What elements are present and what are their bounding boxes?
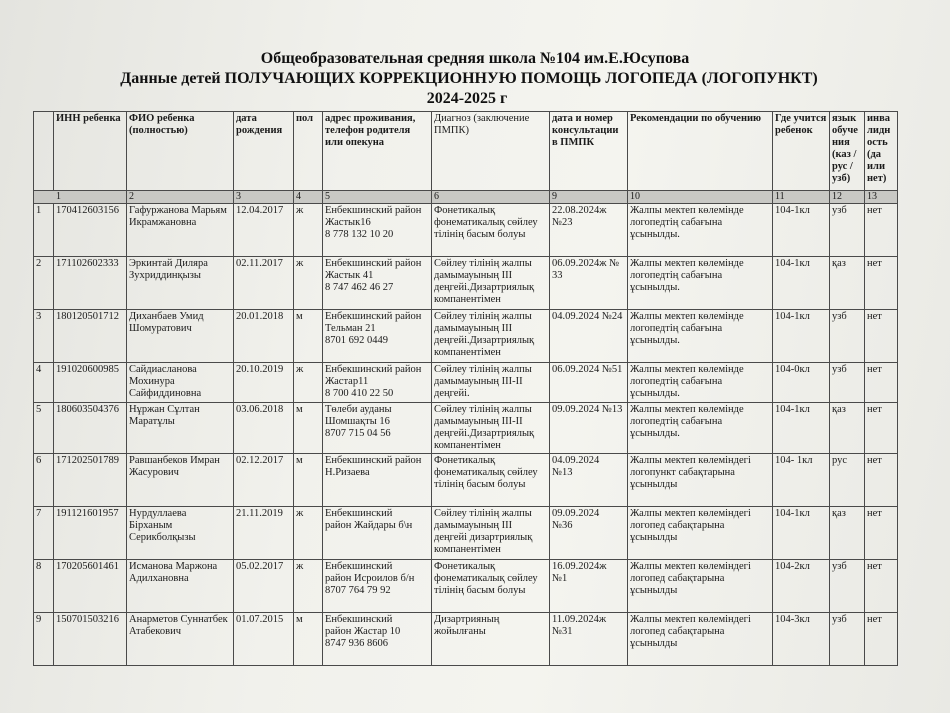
table-row [34, 454, 898, 507]
header-cell: Рекомендации по обучению [628, 112, 773, 191]
birth-date-cell: 02.12.2017 [234, 454, 294, 507]
row-number: 2 [34, 257, 54, 310]
address-cell [323, 257, 432, 310]
consultation-cell-line: 22.08.2024ж [552, 205, 607, 216]
report-title: Данные детей ПОЛУЧАЮЩИХ КОРРЕКЦИОННУЮ ПОМОЩЬ ЛОГОПЕДА (ЛОГОПУНКТ) [120, 70, 818, 87]
recommendation-cell-line: ұсынылды. [630, 335, 680, 346]
address-cell-line: район Жастар 10 [325, 626, 401, 637]
diagnosis-cell-line: Сөйлеу тілінің жалпы [434, 258, 532, 269]
class-cell: 104-1кл [773, 257, 830, 310]
class-cell: 104-1кл [773, 507, 830, 560]
consultation-cell [550, 363, 628, 403]
recommendation-cell-line: Жалпы мектеп көлеміндегі [630, 455, 751, 466]
address-cell-line: Н.Ризаева [325, 467, 370, 478]
diagnosis-cell [432, 507, 550, 560]
diagnosis-cell-line: Фонетикалық [434, 561, 496, 572]
address-cell-line: 8 778 132 10 20 [325, 229, 394, 240]
diagnosis-cell-line: дамымауының III [434, 270, 513, 281]
recommendation-cell-line: Жалпы мектеп көлемінде [630, 311, 744, 322]
row-number: 9 [34, 613, 54, 666]
consultation-cell [550, 507, 628, 560]
recommendation-cell-line: Жалпы мектеп көлемінде [630, 258, 744, 269]
consultation-cell [550, 204, 628, 257]
child-name-cell: Нурдуллаева Бірханым Серикболқызы [127, 507, 234, 560]
recommendation-cell-line: логопедтің сабағына [630, 376, 723, 387]
inn-cell: 191020600985 [54, 363, 127, 403]
row-number: 7 [34, 507, 54, 560]
disability-cell: нет [865, 403, 898, 454]
header-cell: инвалидность (да или нет) [865, 112, 898, 191]
address-cell-line: 8 700 410 22 50 [325, 388, 394, 399]
inn-cell: 170412603156 [54, 204, 127, 257]
address-cell-line: Енбекшинский район [325, 364, 422, 375]
diagnosis-cell-line: тілінің басым болуы [434, 479, 526, 490]
diagnosis-cell-line: деңгейі. [434, 388, 470, 399]
table-row [34, 560, 898, 613]
address-cell-line: Жастар11 [325, 376, 369, 387]
diagnosis-cell-line: Фонетикалық [434, 455, 496, 466]
header-cell: пол [294, 112, 323, 191]
school-year: 2024-2025 г [426, 90, 508, 107]
child-name-cell: Диханбаев Умид Шомуратович [127, 310, 234, 363]
sex-cell: ж [294, 560, 323, 613]
birth-date-cell: 20.01.2018 [234, 310, 294, 363]
address-cell-line: Төлеби ауданы [325, 404, 392, 415]
consultation-cell-line: №31 [552, 626, 573, 637]
table-row [34, 363, 898, 403]
child-name-cell: Нұржан Сұлтан Маратұлы [127, 403, 234, 454]
child-name-cell: Сайдиасланова Мохинура Сайфиддиновна [127, 363, 234, 403]
recommendation-cell [628, 403, 773, 454]
address-cell-line: Енбекшинский район [325, 311, 422, 322]
consultation-cell [550, 454, 628, 507]
diagnosis-cell [432, 454, 550, 507]
diagnosis-cell-line: дамымауының III [434, 520, 513, 531]
recommendation-cell-line: Жалпы мектеп көлеміндегі [630, 614, 751, 625]
school-title: Общеобразовательная средняя школа №104 им.Е.Юсупова [260, 50, 690, 67]
recommendation-cell-line: ұсынылды [630, 532, 678, 543]
class-cell: 104-1кл [773, 403, 830, 454]
class-cell: 104-3кл [773, 613, 830, 666]
birth-date-cell: 12.04.2017 [234, 204, 294, 257]
recommendation-cell-line: логопедтің сабағына [630, 270, 723, 281]
address-cell-line: 8707 715 04 56 [325, 428, 391, 439]
recommendation-cell-line: Жалпы мектеп көлемінде [630, 404, 744, 415]
recommendation-cell-line: ұсынылды. [630, 229, 680, 240]
recommendation-cell [628, 560, 773, 613]
address-cell-line: Енбекшинский [325, 561, 393, 572]
recommendation-cell-line: ұсынылды [630, 638, 678, 649]
address-cell-line: район Исроилов б/н [325, 573, 415, 584]
inn-cell: 180120501712 [54, 310, 127, 363]
inn-cell: 171202501789 [54, 454, 127, 507]
recommendation-cell [628, 257, 773, 310]
diagnosis-cell-line: жойылғаны [434, 626, 486, 637]
recommendation-cell-line: логопед сабақтарына [630, 626, 725, 637]
recommendation-cell-line: логопедтің сабағына [630, 217, 723, 228]
recommendation-cell-line: логопедтің сабағына [630, 416, 723, 427]
recommendation-cell-line: логопед сабақтарына [630, 573, 725, 584]
row-number: 5 [34, 403, 54, 454]
header-cell: Где учится ребенок [773, 112, 830, 191]
column-number: 6 [432, 191, 550, 204]
language-cell: қаз [830, 257, 865, 310]
column-number: 4 [294, 191, 323, 204]
diagnosis-cell-line: Сөйлеу тілінің жалпы [434, 404, 532, 415]
children-table [33, 111, 898, 666]
inn-cell: 180603504376 [54, 403, 127, 454]
diagnosis-cell-line: деңгейі.Дизартриялық [434, 335, 535, 346]
address-cell [323, 204, 432, 257]
address-cell-line: Енбекшинский [325, 508, 393, 519]
consultation-cell-line: 09.09.2024 №13 [552, 404, 623, 415]
header-row [34, 112, 898, 191]
consultation-cell-line: 11.09.2024ж [552, 614, 607, 625]
diagnosis-cell [432, 403, 550, 454]
birth-date-cell: 03.06.2018 [234, 403, 294, 454]
consultation-cell-line: №36 [552, 520, 573, 531]
header-cell: дата рождения [234, 112, 294, 191]
recommendation-cell [628, 363, 773, 403]
diagnosis-cell-line: деңгейі.Дизартриялық [434, 428, 535, 439]
diagnosis-cell-line: Сөйлеу тілінің жалпы [434, 364, 532, 375]
diagnosis-cell [432, 310, 550, 363]
recommendation-cell [628, 454, 773, 507]
language-cell: қаз [830, 507, 865, 560]
recommendation-cell-line: логопедтің сабағына [630, 323, 723, 334]
address-cell [323, 310, 432, 363]
diagnosis-cell-line: деңгейі дизартриялық [434, 532, 533, 543]
consultation-cell-line: 04.09.2024 [552, 455, 600, 466]
inn-cell: 170205601461 [54, 560, 127, 613]
child-name-cell: Гафуржанова Марьям Икрамжановна [127, 204, 234, 257]
sex-cell: ж [294, 507, 323, 560]
column-number: 10 [628, 191, 773, 204]
column-number: 5 [323, 191, 432, 204]
consultation-cell-line: 16.09.2024ж [552, 561, 607, 572]
child-name-cell: Анарметов Суннатбек Атабекович [127, 613, 234, 666]
diagnosis-cell-line: компанентімен [434, 544, 501, 555]
address-cell-line: Енбекшинский [325, 614, 393, 625]
column-number: 2 [127, 191, 234, 204]
recommendation-cell-line: ұсынылды. [630, 428, 680, 439]
address-cell-line: Енбекшинский район [325, 455, 422, 466]
consultation-cell-line: 06.09.2024ж № [552, 258, 620, 269]
recommendation-cell [628, 613, 773, 666]
table-row [34, 204, 898, 257]
address-cell-line: Жастык16 [325, 217, 371, 228]
class-cell: 104-2кл [773, 560, 830, 613]
inn-cell: 191121601957 [54, 507, 127, 560]
column-number: 9 [550, 191, 628, 204]
address-cell [323, 454, 432, 507]
disability-cell: нет [865, 507, 898, 560]
diagnosis-cell-line: компанентімен [434, 440, 501, 451]
diagnosis-cell-line: дамымауының III-II [434, 376, 523, 387]
recommendation-cell [628, 204, 773, 257]
disability-cell: нет [865, 310, 898, 363]
address-cell [323, 507, 432, 560]
class-cell: 104-1кл [773, 204, 830, 257]
row-number: 3 [34, 310, 54, 363]
header-cell: Диагноз (заключение ПМПК) [432, 112, 550, 191]
diagnosis-cell [432, 560, 550, 613]
sex-cell: ж [294, 257, 323, 310]
sex-cell: ж [294, 204, 323, 257]
recommendation-cell-line: ұсынылды [630, 585, 678, 596]
consultation-cell-line: 09.09.2024 [552, 508, 600, 519]
consultation-cell [550, 257, 628, 310]
recommendation-cell-line: Жалпы мектеп көлеміндегі [630, 508, 751, 519]
header-cell: адрес проживания, телефон родителя или опекуна [323, 112, 432, 191]
inn-cell: 171102602333 [54, 257, 127, 310]
disability-cell: нет [865, 363, 898, 403]
language-cell: узб [830, 613, 865, 666]
table-row [34, 403, 898, 454]
child-name-cell: Исманова Маржона Адилхановна [127, 560, 234, 613]
language-cell: рус [830, 454, 865, 507]
table-row [34, 257, 898, 310]
sex-cell: м [294, 454, 323, 507]
address-cell-line: Шомшақты 16 [325, 416, 390, 427]
inn-cell: 150701503216 [54, 613, 127, 666]
consultation-cell-line: 04.09.2024 №24 [552, 311, 623, 322]
recommendation-cell-line: логопед сабақтарына [630, 520, 725, 531]
birth-date-cell: 20.10.2019 [234, 363, 294, 403]
recommendation-cell-line: Жалпы мектеп көлемінде [630, 205, 744, 216]
disability-cell: нет [865, 613, 898, 666]
birth-date-cell: 01.07.2015 [234, 613, 294, 666]
recommendation-cell-line: ұсынылды [630, 479, 678, 490]
address-cell-line: 8747 936 8606 [325, 638, 388, 649]
language-cell: узб [830, 560, 865, 613]
birth-date-cell: 21.11.2019 [234, 507, 294, 560]
column-number: 12 [830, 191, 865, 204]
diagnosis-cell [432, 613, 550, 666]
address-cell [323, 363, 432, 403]
address-cell [323, 613, 432, 666]
recommendation-cell [628, 310, 773, 363]
row-number: 8 [34, 560, 54, 613]
address-cell-line: Енбекшинский район [325, 258, 422, 269]
recommendation-cell-line: ұсынылды. [630, 388, 680, 399]
consultation-cell-line: №1 [552, 573, 568, 584]
diagnosis-cell-line: Сөйлеу тілінің жалпы [434, 508, 532, 519]
diagnosis-cell-line: тілінің басым болуы [434, 229, 526, 240]
diagnosis-cell-line: Дизартрияның [434, 614, 500, 625]
diagnosis-cell-line: фонематикалық сөйлеу [434, 217, 538, 228]
diagnosis-cell [432, 257, 550, 310]
row-number: 1 [34, 204, 54, 257]
address-cell-line: Енбекшинский район [325, 205, 422, 216]
diagnosis-cell-line: компанентімен [434, 294, 501, 305]
header-cell [34, 112, 54, 191]
language-cell: узб [830, 363, 865, 403]
recommendation-cell-line: Жалпы мектеп көлеміндегі [630, 561, 751, 572]
birth-date-cell: 05.02.2017 [234, 560, 294, 613]
header-cell: ИНН ребенка [54, 112, 127, 191]
column-number: 11 [773, 191, 830, 204]
recommendation-cell-line: ұсынылды. [630, 282, 680, 293]
diagnosis-cell [432, 363, 550, 403]
class-cell: 104-1кл [773, 310, 830, 363]
disability-cell: нет [865, 204, 898, 257]
consultation-cell [550, 560, 628, 613]
table-row [34, 507, 898, 560]
column-number: 3 [234, 191, 294, 204]
disability-cell: нет [865, 454, 898, 507]
consultation-cell [550, 613, 628, 666]
row-number: 4 [34, 363, 54, 403]
diagnosis-cell-line: Фонетикалық [434, 205, 496, 216]
diagnosis-cell-line: деңгейі.Дизартриялық [434, 282, 535, 293]
birth-date-cell: 02.11.2017 [234, 257, 294, 310]
language-cell: қаз [830, 403, 865, 454]
row-number: 6 [34, 454, 54, 507]
diagnosis-cell-line: Сөйлеу тілінің жалпы [434, 311, 532, 322]
address-cell-line: Жастык 41 [325, 270, 374, 281]
sex-cell: м [294, 310, 323, 363]
recommendation-cell-line: Жалпы мектеп көлемінде [630, 364, 744, 375]
consultation-cell [550, 403, 628, 454]
column-number: 1 [34, 191, 127, 204]
address-cell-line: 8707 764 79 92 [325, 585, 391, 596]
diagnosis-cell [432, 204, 550, 257]
child-name-cell: Равшанбеков Имран Жасурович [127, 454, 234, 507]
recommendation-cell [628, 507, 773, 560]
language-cell: узб [830, 310, 865, 363]
diagnosis-cell-line: дамымауының III-II [434, 416, 523, 427]
address-cell [323, 403, 432, 454]
consultation-cell-line: №23 [552, 217, 573, 228]
sex-cell: м [294, 403, 323, 454]
address-cell-line: район Жайдары б\н [325, 520, 413, 531]
class-cell: 104- 1кл [773, 454, 830, 507]
address-cell-line: 8 747 462 46 27 [325, 282, 394, 293]
address-cell [323, 560, 432, 613]
language-cell: узб [830, 204, 865, 257]
header-cell: язык обучения (каз / рус / узб) [830, 112, 865, 191]
sex-cell: ж [294, 363, 323, 403]
table-row [34, 613, 898, 666]
disability-cell: нет [865, 257, 898, 310]
header-cell: дата и номер консультации в ПМПК [550, 112, 628, 191]
consultation-cell [550, 310, 628, 363]
recommendation-cell-line: логопункт сабақтарына [630, 467, 735, 478]
child-name-cell: Эркинтай Диляра Зухриддинқызы [127, 257, 234, 310]
header-cell: ФИО ребенка (полностью) [127, 112, 234, 191]
disability-cell: нет [865, 560, 898, 613]
diagnosis-cell-line: тілінің басым болуы [434, 585, 526, 596]
diagnosis-cell-line: дамымауының III [434, 323, 513, 334]
diagnosis-cell-line: компанентімен [434, 347, 501, 358]
address-cell-line: Тельман 21 [325, 323, 376, 334]
diagnosis-cell-line: фонематикалық сөйлеу [434, 467, 538, 478]
table-row [34, 310, 898, 363]
consultation-cell-line: 06.09.2024 №51 [552, 364, 623, 375]
consultation-cell-line: №13 [552, 467, 573, 478]
sex-cell: м [294, 613, 323, 666]
address-cell-line: 8701 692 0449 [325, 335, 388, 346]
column-number: 13 [865, 191, 898, 204]
class-cell: 104-0кл [773, 363, 830, 403]
column-number-row [34, 191, 898, 204]
consultation-cell-line: 33 [552, 270, 563, 281]
diagnosis-cell-line: фонематикалық сөйлеу [434, 573, 538, 584]
